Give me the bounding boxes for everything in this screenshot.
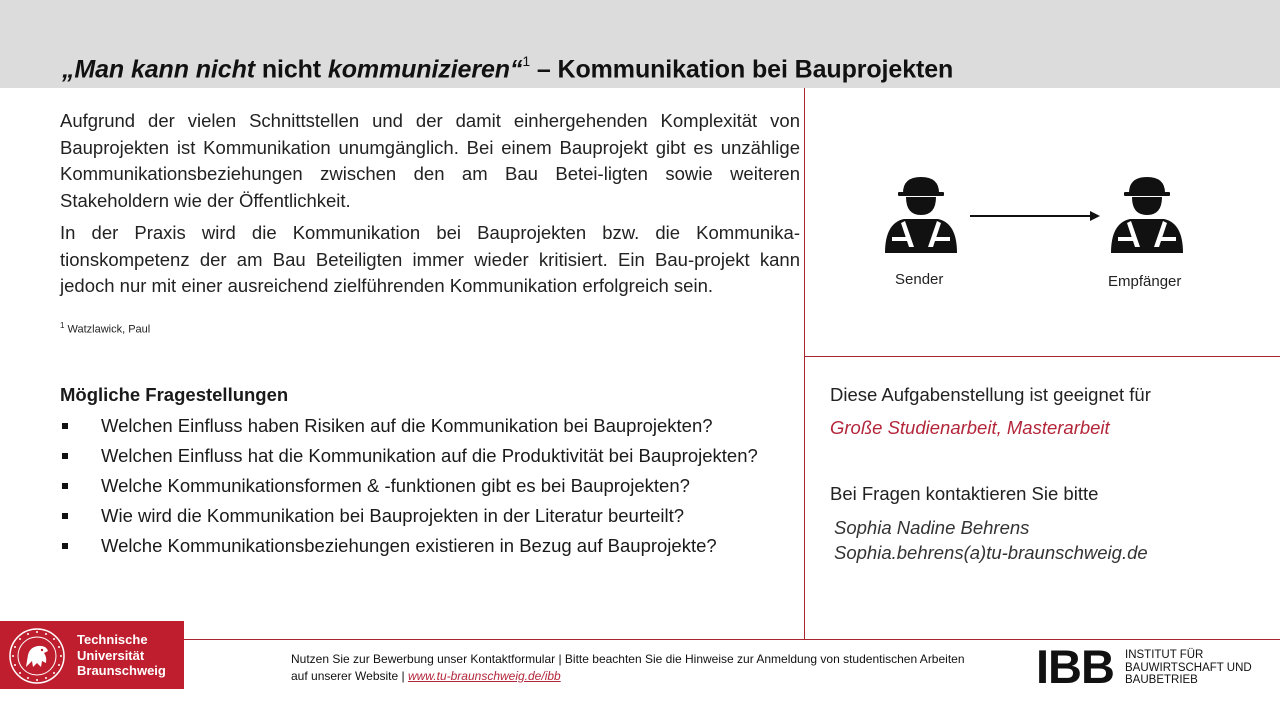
contact-name: Sophia Nadine Behrens	[834, 517, 1030, 538]
tu-name: Technische Universität Braunschweig	[77, 632, 166, 678]
square-bullet-icon	[62, 423, 68, 429]
intro-paragraph-2: In der Praxis wird die Kommunikation bei Bauprojekten bzw. die Kommunika-tionskompetenz der am Bau Beteiligten immer wieder kritisiert. Ein Bau-projekt kann jedoch nur mit einer ausreichend zielführenden Kommunikation erfolgreich sein.	[60, 222, 800, 296]
list-item: Welche Kommunikationsbeziehungen existieren in Bezug auf Bauprojekte?	[60, 533, 800, 558]
footnote: $^1$ Watzlawick, Paul	[60, 321, 151, 336]
construction-worker-icon	[884, 175, 958, 255]
vertical-divider	[804, 88, 805, 640]
square-bullet-icon	[62, 483, 68, 489]
list-item: Wie wird die Kommunikation bei Bauprojekten in der Literatur beurteilt?	[60, 503, 800, 528]
footer-note: Nutzen Sie zur Bewerbung unser Kontaktformular | Bitte beachten Sie die Hinweise zur Anmeldung von studentischen Arbeiten auf unserer Website | www.tu-braunschweig.de/ibb	[291, 652, 965, 683]
contact-label: Bei Fragen kontaktieren Sie bitte	[830, 483, 1099, 504]
tu-braunschweig-logo[interactable]	[0, 621, 184, 689]
ibb-institute-name: INSTITUT FÜR BAUWIRTSCHAFT UND BAUBETRIEB	[1125, 649, 1252, 686]
questions-title: Mögliche Fragestellungen	[60, 384, 289, 405]
ibb-logo[interactable]: IBB	[1036, 640, 1114, 693]
website-link[interactable]: www.tu-braunschweig.de/ibb	[407, 669, 561, 683]
intro-paragraph-1: Aufgrund der vielen Schnittstellen und der damit einhergehenden Komplexität von Bauprojekten ist Kommunikation unumgänglich. Bei einem Bauprojekt gibt es unzählige Kommunikationsbeziehungen zwischen den am Bau Betei-ligten sowie weiteren Stakeholdern wie der Öffentlichkeit.	[60, 110, 800, 211]
intro-text	[60, 108, 800, 306]
footer-divider	[184, 639, 1280, 640]
horizontal-divider-right	[804, 356, 1280, 357]
questions-list	[60, 413, 800, 563]
arrow-right-icon	[970, 209, 1100, 223]
suitability-label: Diese Aufgabenstellung ist geeignet für	[830, 384, 1151, 405]
list-item: Welchen Einfluss hat die Kommunikation auf die Produktivität bei Bauprojekten?	[60, 443, 800, 468]
square-bullet-icon	[62, 513, 68, 519]
lion-seal-icon	[8, 627, 66, 685]
contact-email[interactable]: Sophia.behrens(a)tu-braunschweig.de	[834, 542, 1148, 563]
suitability-value: Große Studienarbeit, Masterarbeit	[830, 417, 1110, 438]
sender-label: Sender	[895, 271, 944, 288]
square-bullet-icon	[62, 453, 68, 459]
receiver-label: Empfänger	[1108, 273, 1182, 290]
list-item: Welchen Einfluss haben Risiken auf die Kommunikation bei Bauprojekten?	[60, 413, 800, 438]
page-title: „Man kann nicht nicht kommunizieren“$^1$ – Kommunikation bei Bauprojekten	[62, 53, 954, 84]
list-item: Welche Kommunikationsformen & -funktionen gibt es bei Bauprojekten?	[60, 473, 800, 498]
construction-worker-icon	[1110, 175, 1184, 255]
square-bullet-icon	[62, 543, 68, 549]
